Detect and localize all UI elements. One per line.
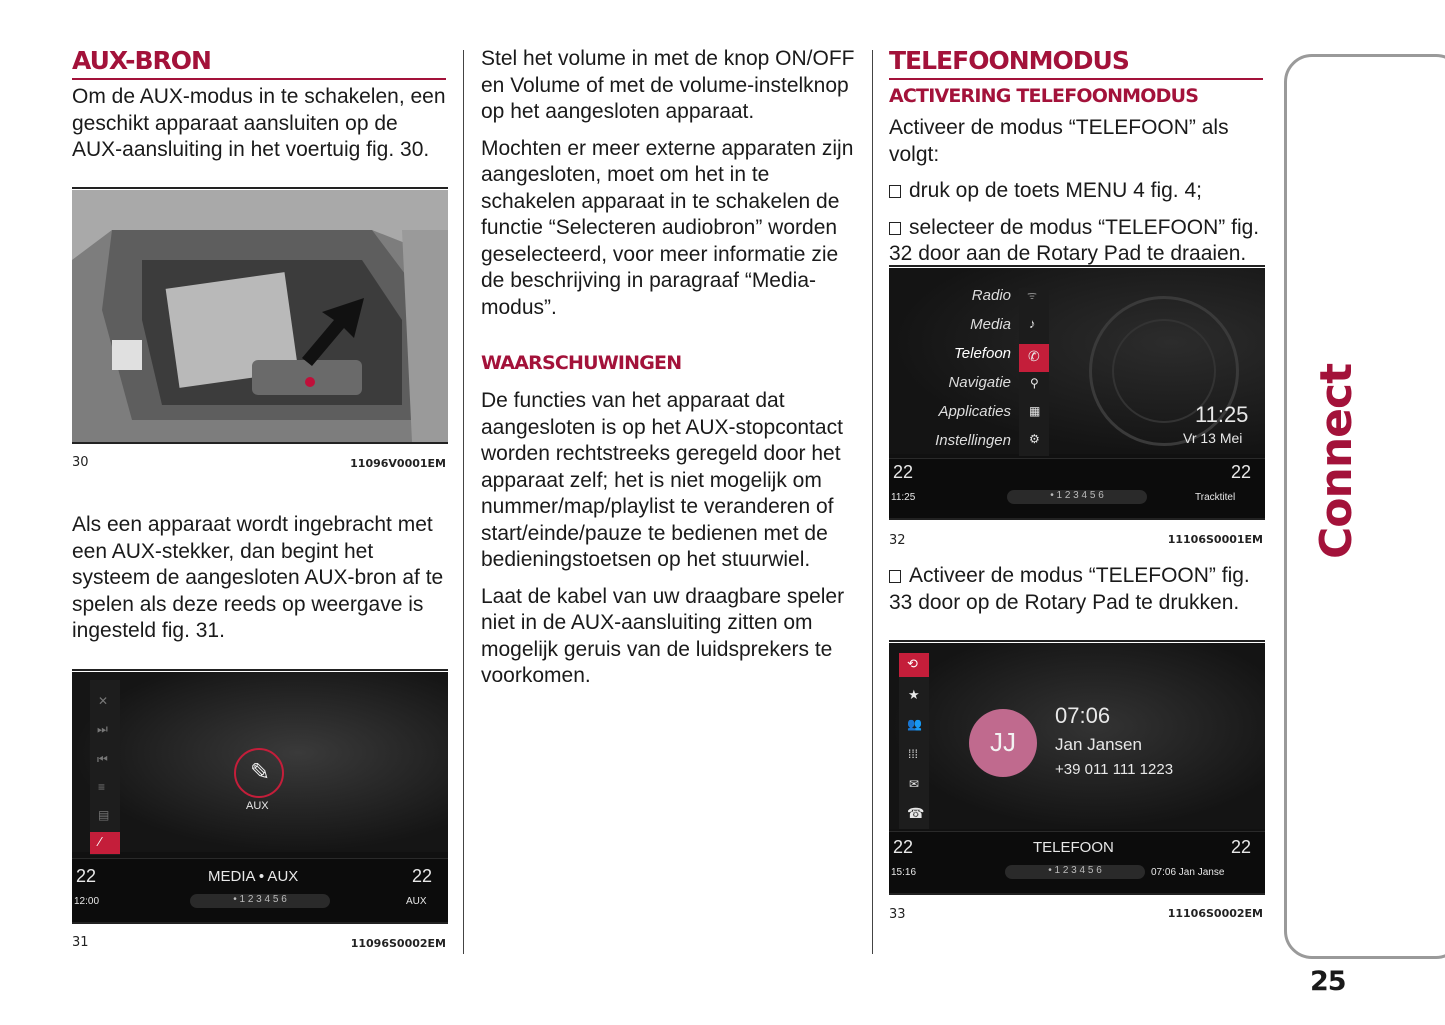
fig32-code: 11106S0001EM	[1167, 533, 1263, 546]
phone-intro: Activeer de modus “TELEFOON” als volgt:	[889, 116, 1229, 166]
presets-bar: • 1 2 3 4 5 6	[1007, 490, 1147, 504]
aux-plug-glyph: ✎	[250, 759, 271, 786]
media-aux-title: MEDIA • AUX	[208, 868, 299, 885]
aux-plug-icon	[234, 748, 284, 798]
clock: 15:16	[891, 867, 917, 878]
aux-plug-small-icon: ⁄	[99, 834, 102, 849]
navigation-icon: ⚲	[1030, 376, 1039, 390]
media-sidebar	[90, 680, 120, 855]
menu-icon-strip	[1019, 288, 1049, 456]
phone-step-2: selecteer de modus “TELEFOON” fig. 32 door aan de Rotary Pad te draaien.	[889, 215, 1260, 265]
temp-right: 22	[412, 866, 433, 886]
fig33-top-rule	[889, 640, 1265, 642]
next-track-icon: ⏭	[97, 722, 108, 736]
recent-calls-selected	[899, 653, 929, 677]
multi-device-text: Mochten er meer externe apparaten zijn aangesloten, moet om het in te schakelen apparaat in te schakelen de functie “Selecteren audiobron” worden geselecteerd, voor meer informatie zie de beschrijving in paragraaf “Media-modus”.	[481, 136, 854, 319]
favorites-icon: ★	[908, 687, 920, 702]
menu-item-radio[interactable]: Radio	[971, 287, 1011, 304]
contact-avatar	[969, 709, 1037, 777]
col2-text-block	[481, 46, 857, 331]
fig32-bottom-rule	[889, 518, 1265, 520]
console-aux-illustration	[72, 190, 448, 442]
applications-icon: ▦	[1029, 404, 1041, 418]
page-number: 25	[1310, 966, 1346, 997]
aux-playback-text: Als een apparaat wordt ingebracht met een AUX-stekker, dan begint het systeem de aangesloten AUX-bron af te spelen als deze reeds op weergave is ingesteld fig. 31.	[72, 513, 444, 642]
fig32-menu-screen	[889, 268, 1265, 518]
keypad-icon: ⁞⁞⁞	[908, 747, 919, 761]
menu-item-instellingen[interactable]: Instellingen	[935, 432, 1011, 449]
clock: 12:00	[74, 896, 100, 907]
phone-sidebar	[899, 653, 929, 829]
volume-text: Stel het volume in met de knop ON/OFF en Volume of met de volume-instelknop op het aangesloten apparaat.	[481, 47, 855, 123]
fig31-top-rule	[72, 669, 448, 671]
messages-icon: ✉	[909, 777, 920, 791]
home-clock: 11:25	[1195, 402, 1249, 427]
radio-icon: ᯤ	[1027, 290, 1038, 302]
fig30-bottom-rule	[72, 442, 448, 444]
fig31-aux-screen	[72, 672, 448, 922]
home-date: Vr 13 Mei	[1183, 430, 1243, 446]
track-title: Tracktitel	[1195, 492, 1236, 503]
media-sidebar-icon-1: ✕	[98, 694, 109, 708]
fig33-bottom-rule	[889, 893, 1265, 895]
settings-icon: ⚙	[1029, 432, 1040, 446]
recent-calls-icon: ⟲	[907, 656, 918, 671]
temp-left: 22	[893, 462, 914, 482]
fig31-bottom-rule	[72, 922, 448, 924]
aux-heading: AUX-BRON	[72, 46, 446, 80]
menu-item-telefoon[interactable]: Telefoon	[954, 345, 1011, 362]
checkbox-bullet-icon	[889, 570, 901, 583]
phone-step-3: Activeer de modus “TELEFOON” fig. 33 door op de Rotary Pad te drukken.	[889, 564, 1250, 614]
list-icon: ≡	[98, 780, 106, 794]
fig32-number: 32	[889, 533, 906, 548]
fig31-code: 11096S0002EM	[350, 937, 446, 950]
call-status: 07:06 Jan Janse	[1151, 867, 1225, 878]
phone-step-1: druk op de toets MENU 4 fig. 4;	[889, 178, 1269, 205]
checkbox-bullet-icon	[889, 222, 901, 235]
phone-steps	[889, 115, 1269, 278]
phone-mode-heading: TELEFOONMODUS	[889, 46, 1263, 80]
aux-intro: Om de AUX-modus in te schakelen, een geschikt apparaat aansluiten op de AUX-aansluiting in het voertuig fig. 30.	[72, 85, 446, 161]
menu-item-applicaties[interactable]: Applicaties	[938, 403, 1011, 420]
checkbox-bullet-icon	[889, 185, 901, 198]
prev-track-icon: ⏮	[97, 752, 108, 766]
fig30-code: 11096V0001EM	[350, 457, 446, 470]
warnings-text-block	[481, 388, 857, 700]
fig31-number: 31	[72, 935, 89, 950]
fig33-code: 11106S0002EM	[1167, 907, 1263, 920]
temp-right: 22	[1231, 837, 1252, 857]
column-divider-2	[872, 50, 873, 954]
contact-initials: JJ	[990, 727, 1016, 757]
status-bar	[889, 458, 1265, 518]
column-divider-1	[463, 50, 464, 954]
fig33-number: 33	[889, 907, 906, 922]
temp-left: 22	[893, 837, 914, 857]
temp-left: 22	[76, 866, 97, 886]
fig30-photo	[72, 190, 448, 442]
fig33-phone-screen	[889, 643, 1265, 893]
section-tab-label-wrap	[1307, 363, 1367, 559]
browse-icon: ▤	[98, 808, 110, 822]
contact-name: Jan Jansen	[1055, 735, 1142, 754]
telefoon-title: TELEFOON	[1033, 839, 1114, 856]
phone-icon: ✆	[1028, 348, 1040, 364]
phone-activation-subheading: ACTIVERING TELEFOONMODUS	[889, 85, 1199, 107]
cable-text: Laat de kabel van uw draagbare speler niet in de AUX-aansluiting zitten om mogelijk geruis van de luidsprekers te voorkomen.	[481, 584, 845, 687]
section-tab-label: Connect	[1311, 363, 1362, 559]
warnings-text: De functies van het apparaat dat aangesloten is op het AUX-stopcontact worden rechtstreeks geregeld door het apparaat zelf; het is niet mogelijk om nummer/map/playlist te veranderen of start/einde/pauze te bedienen met de bedieningstoetsen op het stuurwiel.	[481, 389, 843, 571]
menu-item-navigatie[interactable]: Navigatie	[948, 374, 1011, 391]
call-time: 07:06	[1055, 703, 1111, 728]
hangup-icon: ☎	[907, 805, 925, 821]
contacts-icon: 👥	[907, 717, 922, 731]
fig32-top-rule	[889, 265, 1265, 267]
clock: 11:25	[891, 492, 916, 503]
contact-number: +39 011 111 1223	[1055, 761, 1174, 778]
warnings-heading: WAARSCHUWINGEN	[481, 352, 682, 374]
fig30-number: 30	[72, 455, 89, 470]
main-menu-list	[909, 286, 1011, 460]
fig30-top-rule	[72, 187, 448, 189]
media-icon: ♪	[1029, 316, 1036, 331]
menu-item-media[interactable]: Media	[970, 316, 1011, 333]
presets-bar: • 1 2 3 4 5 6	[1005, 865, 1145, 879]
temp-right: 22	[1231, 462, 1252, 482]
source-label: AUX	[406, 896, 427, 907]
aux-source-selected	[90, 832, 120, 854]
phone-step-3-block	[889, 563, 1269, 626]
presets-bar: • 1 2 3 4 5 6	[190, 894, 330, 908]
aux-label: AUX	[246, 800, 269, 812]
